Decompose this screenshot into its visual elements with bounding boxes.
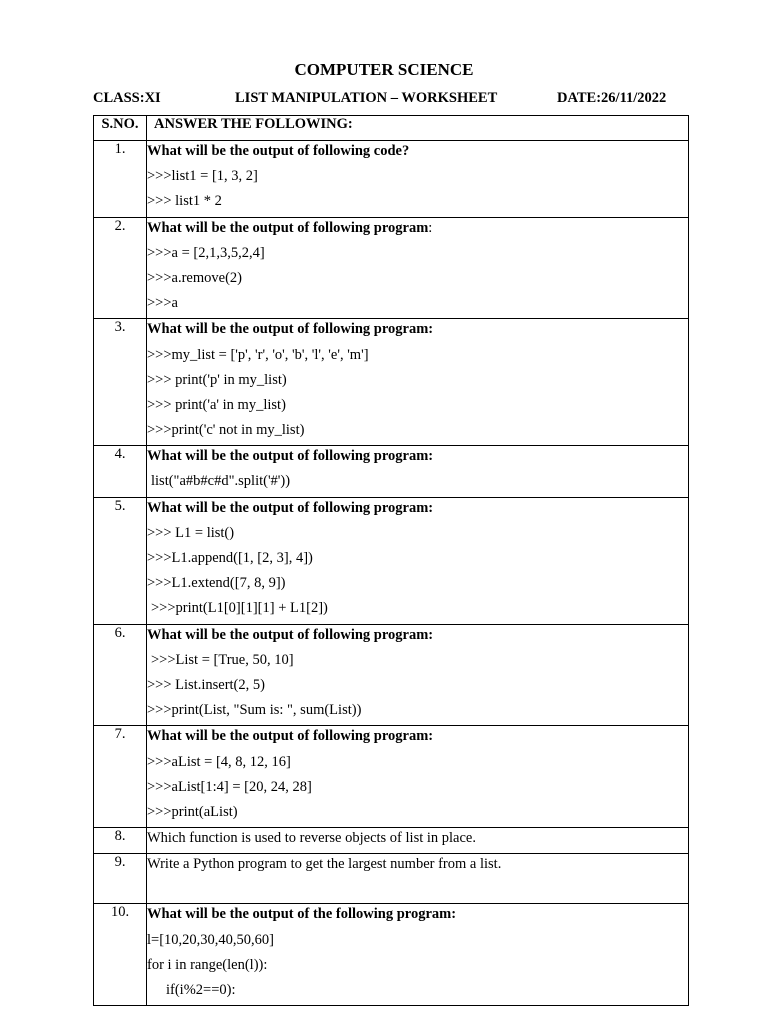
question-number: 5. (94, 497, 147, 624)
question-row-6 (94, 624, 689, 726)
question-row-7 (94, 726, 689, 828)
question-number: 4. (94, 446, 147, 497)
question-number: 3. (94, 319, 147, 446)
question-row-5 (94, 497, 689, 624)
code-line: >>> List.insert(2, 5) (147, 676, 265, 693)
question-number: 10. (94, 904, 147, 1006)
code-line: >>>aList[1:4] = [20, 24, 28] (147, 778, 312, 795)
question-prompt: What will be the output of following program: (147, 321, 434, 338)
question-prompt: Write a Python program to get the largest number from a list. (147, 856, 502, 873)
question-row-3 (94, 319, 689, 446)
question-body (147, 217, 689, 319)
questions-table (93, 115, 689, 1006)
question-body (147, 141, 689, 218)
question-number: 9. (94, 854, 147, 904)
code-line: >>>list1 = [1, 3, 2] (147, 168, 258, 185)
question-row-8 (94, 828, 689, 854)
code-line: >>>aList = [4, 8, 12, 16] (147, 753, 291, 770)
question-row-9 (94, 854, 689, 904)
question-body (147, 624, 689, 726)
question-number: 7. (94, 726, 147, 828)
question-prompt: What will be the output of following program: (147, 448, 434, 465)
code-line: >>>print(aList) (147, 803, 238, 820)
question-body (147, 904, 689, 1006)
question-body (147, 497, 689, 624)
question-number: 2. (94, 217, 147, 319)
question-number: 8. (94, 828, 147, 854)
question-row-2 (94, 217, 689, 319)
code-line: >>>List = [True, 50, 10] (151, 651, 294, 668)
code-line: >>> print('a' in my_list) (147, 396, 286, 413)
code-line: >>>a (147, 295, 178, 312)
code-line: >>>a = [2,1,3,5,2,4] (147, 244, 265, 261)
question-prompt: What will be the output of the following program: (147, 906, 457, 923)
question-body (147, 319, 689, 446)
code-line: >>>print(List, "Sum is: ", sum(List)) (147, 702, 362, 719)
code-line: if(i%2==0): (166, 982, 236, 998)
table-header-row (94, 116, 689, 141)
code-line: >>> print('p' in my_list) (147, 371, 287, 388)
answer-space (147, 879, 688, 903)
question-prompt-line (147, 218, 688, 243)
question-prompt-suffix: : (428, 219, 433, 236)
code-line: >>>a.remove(2) (147, 269, 242, 286)
question-prompt: Which function is used to reverse objects of list in place. (147, 830, 476, 847)
question-row-1 (94, 141, 689, 218)
question-number: 6. (94, 624, 147, 726)
code-line: l=[10,20,30,40,50,60] (147, 931, 274, 948)
column-header-sno: S.NO. (94, 116, 147, 141)
worksheet-title: LIST MANIPULATION – WORKSHEET (235, 90, 498, 106)
question-prompt: What will be the output of following program: (147, 626, 434, 643)
question-prompt: What will be the output of following program: (147, 728, 434, 745)
page-title: COMPUTER SCIENCE (294, 60, 474, 79)
question-body (147, 726, 689, 828)
code-line: list("a#b#c#d".split('#')) (151, 473, 291, 490)
question-number: 1. (94, 141, 147, 218)
code-line: >>>L1.extend([7, 8, 9]) (147, 575, 286, 592)
code-line: >>>print(L1[0][1][1] + L1[2]) (151, 600, 328, 617)
code-line: >>>print('c' not in my_list) (147, 422, 305, 439)
code-line: for i in range(len(l)): (147, 956, 268, 973)
code-line: >>> list1 * 2 (147, 193, 222, 210)
question-body (147, 828, 689, 854)
question-row-10 (94, 904, 689, 1006)
code-line: >>>L1.append([1, [2, 3], 4]) (147, 550, 313, 566)
code-line: >>>my_list = ['p', 'r', 'o', 'b', 'l', 'e', 'm'] (147, 346, 369, 363)
class-label: CLASS:XI (93, 90, 161, 106)
question-body (147, 854, 689, 904)
question-prompt: What will be the output of following program: (147, 499, 434, 516)
question-row-4 (94, 446, 689, 497)
code-line: >>> L1 = list() (147, 524, 235, 541)
column-header-instruction: ANSWER THE FOLLOWING: (147, 116, 689, 141)
question-prompt: What will be the output of following program (147, 219, 429, 236)
question-prompt: What will be the output of following code? (147, 143, 410, 159)
question-body (147, 446, 689, 497)
worksheet-date: DATE:26/11/2022 (557, 90, 667, 106)
